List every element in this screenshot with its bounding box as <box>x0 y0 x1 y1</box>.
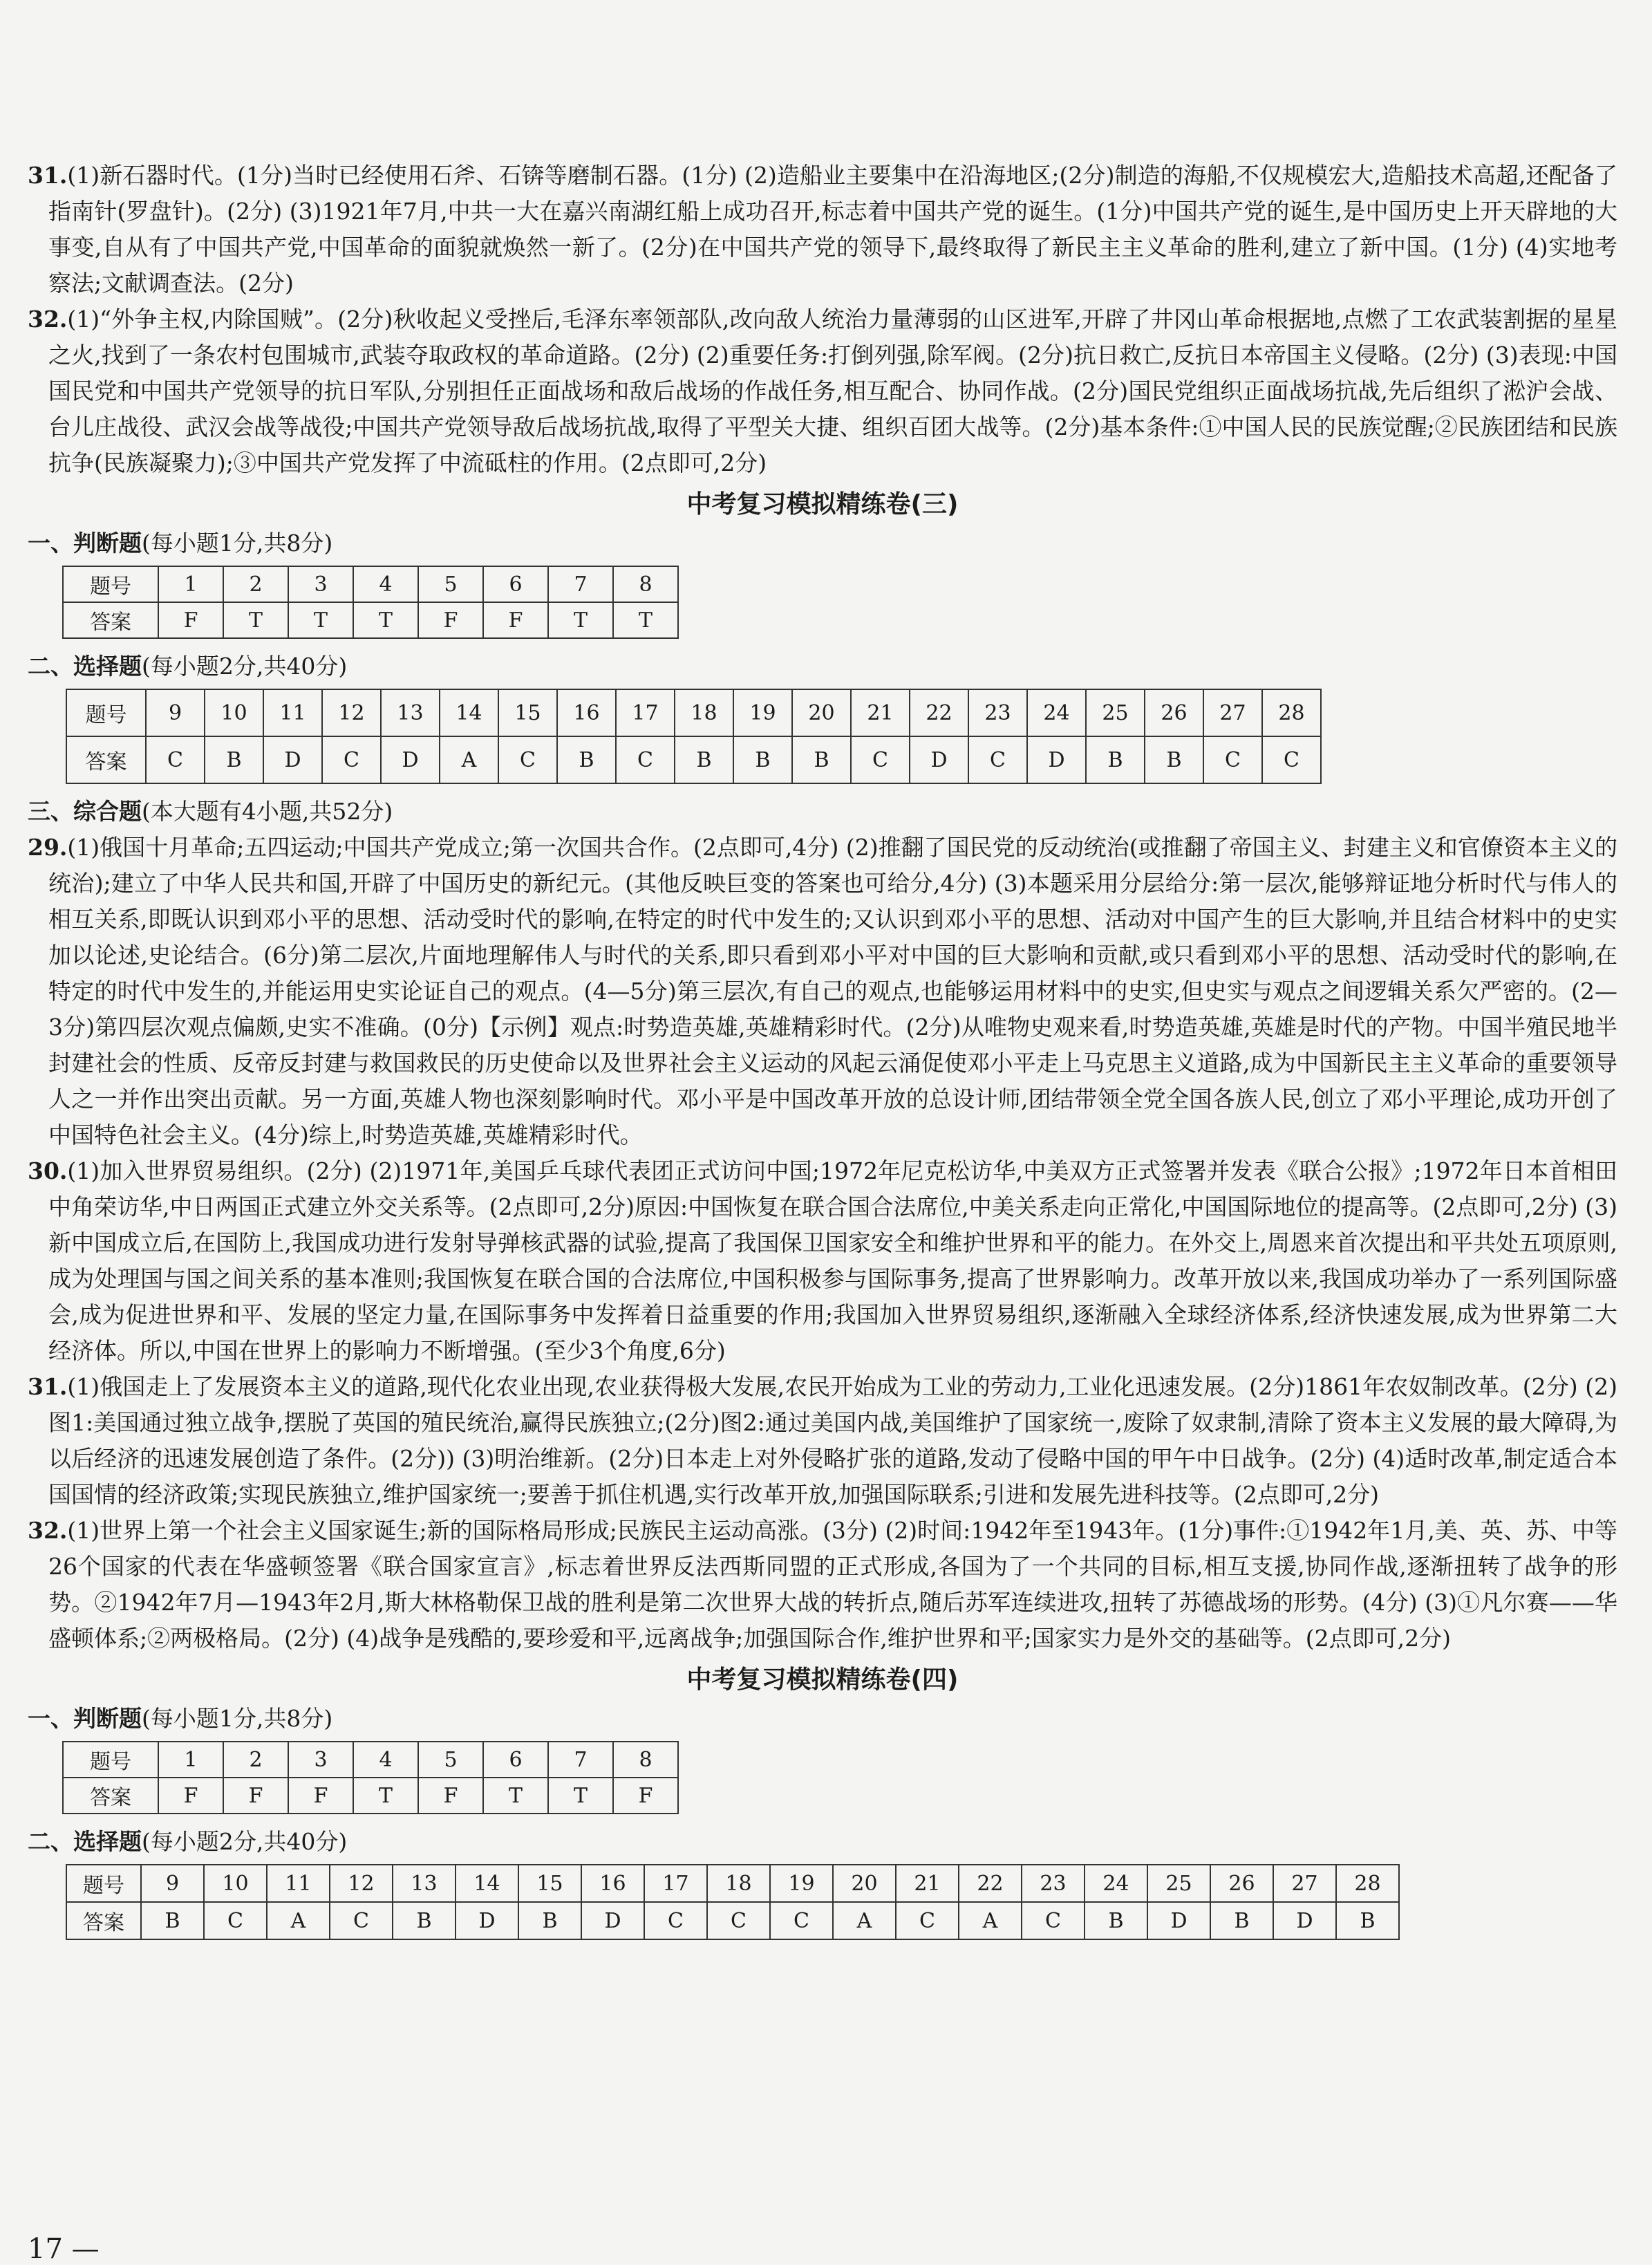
table-cell: T <box>223 602 288 638</box>
table-cell: 22 <box>910 689 968 736</box>
paper4-judge-table <box>62 1741 679 1814</box>
table-cell: 28 <box>1336 1865 1399 1902</box>
table-cell: 26 <box>1210 1865 1273 1902</box>
table-cell: C <box>1262 736 1321 783</box>
table-cell: F <box>158 1778 223 1814</box>
row-label-cell: 答案 <box>66 1902 141 1939</box>
paper3-choice-heading: 二、选择题(每小题2分,共40分) <box>28 653 348 680</box>
table-cell: 1 <box>158 566 223 602</box>
table-cell: C <box>616 736 675 783</box>
table-cell: D <box>1027 736 1086 783</box>
table-cell: 24 <box>1085 1865 1147 1902</box>
table-cell: 12 <box>330 1865 393 1902</box>
table-cell: C <box>1203 736 1262 783</box>
table-cell: 18 <box>707 1865 770 1902</box>
table-cell: B <box>1145 736 1203 783</box>
table-cell: C <box>770 1902 833 1939</box>
table-cell: T <box>548 1778 613 1814</box>
row-label-cell: 题号 <box>63 566 158 602</box>
table-cell: D <box>381 736 440 783</box>
row-label-cell: 答案 <box>66 736 146 783</box>
table-cell: C <box>644 1902 707 1939</box>
table-cell: C <box>707 1902 770 1939</box>
paper3-answer-32: 32.(1)世界上第一个社会主义国家诞生;新的国际格局形成;民族民主运动高涨。(3分) (2)时间:1942年至1943年。(1分)事件:①1942年1月,美、英、苏、中等26个国家的代表在华盛顿签署《联合国家宣言》,标志着世界反法西斯同盟的正式形成,各国为了一个共同的目标,相互支援,协同作战,逐渐扭转了战争的形势。②1942年7月—1943年2月,斯大林格勒保卫战的胜利是第二次世界大战的转折点,随后苏军连续进攻,扭转了苏德战场的形势。(4分) (3)①凡尔赛——华盛顿体系;②两极格局。(2分) (4)战争是残酷的,要珍爱和平,远离战争;加强国际合作,维护世界和平;国家实力是外交的基础等。(2点即可,2分) <box>28 1517 1617 1652</box>
table-cell: T <box>353 602 418 638</box>
question-row <box>66 689 1321 736</box>
table-cell: 16 <box>581 1865 644 1902</box>
row-label-cell: 题号 <box>66 689 146 736</box>
table-cell: B <box>1085 1902 1147 1939</box>
table-cell: 9 <box>141 1865 204 1902</box>
table-cell: D <box>910 736 968 783</box>
table-cell: 8 <box>613 1742 678 1778</box>
table-cell: C <box>498 736 557 783</box>
table-cell: 16 <box>557 689 616 736</box>
row-label-cell: 题号 <box>63 1742 158 1778</box>
answer-row <box>66 736 1321 783</box>
table-cell: 21 <box>896 1865 959 1902</box>
table-cell: 11 <box>263 689 322 736</box>
table-cell: C <box>1022 1902 1085 1939</box>
answer-32: 32.(1)“外争主权,内除国贼”。(2分)秋收起义受挫后,毛泽东率领部队,改向敌人统治力量薄弱的山区进军,开辟了井冈山革命根据地,点燃了工农武装割据的星星之火,找到了一条农村包围城市,武装夺取政权的革命道路。(2分) (2)重要任务:打倒列强,除军阀。(2分)抗日救亡,反抗日本帝国主义侵略。(2分) (3)表现:中国国民党和中国共产党领导的抗日军队,分别担任正面战场和敌后战场的作战任务,相互配合、协同作战。(2分)国民党组织正面战场抗战,先后组织了淞沪会战、台儿庄战役、武汉会战等战役;中国共产党领导敌后战场抗战,取得了平型关大捷、组织百团大战等。(2分)基本条件:①中国人民的民族觉醒;②民族团结和民族抗争(民族凝聚力);③中国共产党发挥了中流砥柱的作用。(2点即可,2分) <box>28 306 1617 476</box>
table-cell: B <box>733 736 792 783</box>
table-cell: B <box>792 736 851 783</box>
table-cell: A <box>959 1902 1022 1939</box>
table-cell: 6 <box>483 566 548 602</box>
table-cell: A <box>440 736 498 783</box>
table-cell: 26 <box>1145 689 1203 736</box>
question-row <box>66 1865 1399 1902</box>
table-cell: C <box>204 1902 267 1939</box>
table-cell: F <box>288 1778 353 1814</box>
table-cell: B <box>393 1902 456 1939</box>
table-cell: B <box>675 736 733 783</box>
row-label-cell: 答案 <box>63 1778 158 1814</box>
table-cell: C <box>146 736 205 783</box>
table-cell: F <box>483 602 548 638</box>
table-cell: 8 <box>613 566 678 602</box>
paper3-judge-table <box>62 566 679 639</box>
table-cell: F <box>418 602 483 638</box>
table-cell: 9 <box>146 689 205 736</box>
table-cell: B <box>141 1902 204 1939</box>
table-cell: 3 <box>288 1742 353 1778</box>
table-cell: A <box>833 1902 896 1939</box>
table-cell: A <box>267 1902 330 1939</box>
answer-row <box>66 1902 1399 1939</box>
paper4-choice-table <box>66 1864 1400 1940</box>
table-cell: 20 <box>792 689 851 736</box>
table-cell: B <box>1210 1902 1273 1939</box>
table-cell: T <box>353 1778 418 1814</box>
page-number: 17 — <box>28 2233 100 2265</box>
table-cell: 2 <box>223 566 288 602</box>
table-cell: 27 <box>1273 1865 1336 1902</box>
table-cell: 27 <box>1203 689 1262 736</box>
paper4-judge-heading: 一、判断题(每小题1分,共8分) <box>28 1705 333 1732</box>
table-cell: 10 <box>204 1865 267 1902</box>
answer-page <box>28 158 1617 2265</box>
table-cell: 6 <box>483 1742 548 1778</box>
table-cell: 7 <box>548 566 613 602</box>
row-label-cell: 答案 <box>63 602 158 638</box>
paper3-answer-31: 31.(1)俄国走上了发展资本主义的道路,现代化农业出现,农业获得极大发展,农民开始成为工业的劳动力,工业化迅速发展。(2分)1861年农奴制改革。(2分) (2)图1:美国通过独立战争,摆脱了英国的殖民统治,赢得民族独立;(2分)图2:通过美国内战,美国维护了国家统一,废除了奴隶制,清除了资本主义发展的最大障碍,为以后经济的迅速发展创造了条件。(2分)) (3)明治维新。(2分)日本走上对外侵略扩张的道路,发动了侵略中国的甲午中日战争。(2分) (4)适时改革,制定适合本国国情的经济政策;实现民族独立,维护国家统一;要善于抓住机遇,实行改革开放,加强国际联系;引进和发展先进科技等。(2点即可,2分) <box>28 1373 1617 1508</box>
paper3-choice-table <box>66 689 1322 784</box>
table-cell: 25 <box>1086 689 1145 736</box>
table-cell: 13 <box>393 1865 456 1902</box>
table-cell: 15 <box>518 1865 581 1902</box>
paper3-title: 中考复习模拟精练卷(三) <box>686 490 959 519</box>
table-cell: 17 <box>644 1865 707 1902</box>
table-cell: T <box>548 602 613 638</box>
question-row <box>63 1742 678 1778</box>
table-cell: 7 <box>548 1742 613 1778</box>
table-cell: B <box>1086 736 1145 783</box>
paper4-title: 中考复习模拟精练卷(四) <box>686 1666 959 1694</box>
table-cell: 5 <box>418 566 483 602</box>
paper3-comp-heading: 三、综合题(本大题有4小题,共52分) <box>28 798 393 825</box>
paper3-answer-29: 29.(1)俄国十月革命;五四运动;中国共产党成立;第一次国共合作。(2点即可,4分) (2)推翻了国民党的反动统治(或推翻了帝国主义、封建主义和官僚资本主义的统治);建立了中华人民共和国,开辟了中国历史的新纪元。(其他反映巨变的答案也可给分,4分) (3)本题采用分层给分:第一层次,能够辩证地分析时代与伟人的相互关系,即既认识到邓小平的思想、活动受时代的影响,在特定的时代中发生的;又认识到邓小平的思想、活动对中国产生的巨大影响,并且结合材料中的史实加以论述,史论结合。(6分)第二层次,片面地理解伟人与时代的关系,即只看到邓小平对中国的巨大影响和贡献,或只看到邓小平的思想、活动受时代的影响,在特定的时代中发生的,并能运用史实论证自己的观点。(4—5分)第三层次,有自己的观点,也能够运用材料中的史实,但史实与观点之间逻辑关系欠严密的。(2—3分)第四层次观点偏颇,史实不准确。(0分)【示例】观点:时势造英雄,英雄精彩时代。(2分)从唯物史观来看,时势造英雄,英雄是时代的产物。中国半殖民地半封建社会的性质、反帝反封建与救国救民的历史使命以及世界社会主义运动的风起云涌促使邓小平走上马克思主义道路,成为中国新民主主义革命的重要领导人之一并作出突出贡献。另一方面,英雄人物也深刻影响时代。邓小平是中国改革开放的总设计师,团结带领全党全国各族人民,创立了邓小平理论,成功开创了中国特色社会主义。(4分)综上,时势造英雄,英雄精彩时代。 <box>28 834 1617 1148</box>
table-cell: 21 <box>851 689 910 736</box>
table-cell: 12 <box>322 689 381 736</box>
table-cell: T <box>483 1778 548 1814</box>
table-cell: B <box>1336 1902 1399 1939</box>
paper3-answer-30: 30.(1)加入世界贸易组织。(2分) (2)1971年,美国乒乓球代表团正式访问中国;1972年尼克松访华,中美双方正式签署并发表《联合公报》;1972年日本首相田中角荣访华,中日两国正式建立外交关系等。(2点即可,2分)原因:中国恢复在联合国合法席位,中美关系走向正常化,中国国际地位的提高等。(2点即可,2分) (3)新中国成立后,在国防上,我国成功进行发射导弹核武器的试验,提高了我国保卫国家安全和维护世界和平的能力。在外交上,周恩来首次提出和平共处五项原则,成为处理国与国之间关系的基本准则;我国恢复在联合国的合法席位,中国积极参与国际事务,提高了世界影响力。改革开放以来,我国成功举办了一系列国际盛会,成为促进世界和平、发展的坚定力量,在国际事务中发挥着日益重要的作用;我国加入世界贸易组织,逐渐融入全球经济体系,经济快速发展,成为世界第二大经济体。所以,中国在世界上的影响力不断增强。(至少3个角度,6分) <box>28 1157 1617 1364</box>
table-cell: F <box>223 1778 288 1814</box>
table-cell: D <box>456 1902 518 1939</box>
table-cell: 15 <box>498 689 557 736</box>
table-cell: B <box>518 1902 581 1939</box>
table-cell: 3 <box>288 566 353 602</box>
paper4-choice-heading: 二、选择题(每小题2分,共40分) <box>28 1828 348 1855</box>
table-cell: 4 <box>353 566 418 602</box>
answer-row <box>63 602 678 638</box>
table-cell: 4 <box>353 1742 418 1778</box>
table-cell: 17 <box>616 689 675 736</box>
table-cell: 23 <box>968 689 1027 736</box>
table-cell: B <box>205 736 263 783</box>
table-cell: 22 <box>959 1865 1022 1902</box>
table-cell: 5 <box>418 1742 483 1778</box>
table-cell: F <box>158 602 223 638</box>
table-cell: 11 <box>267 1865 330 1902</box>
table-cell: F <box>418 1778 483 1814</box>
table-cell: 14 <box>440 689 498 736</box>
table-cell: D <box>1147 1902 1210 1939</box>
table-cell: 20 <box>833 1865 896 1902</box>
table-cell: T <box>288 602 353 638</box>
table-cell: C <box>896 1902 959 1939</box>
table-cell: D <box>1273 1902 1336 1939</box>
table-cell: C <box>851 736 910 783</box>
table-cell: 25 <box>1147 1865 1210 1902</box>
table-cell: 28 <box>1262 689 1321 736</box>
table-cell: 14 <box>456 1865 518 1902</box>
table-cell: 23 <box>1022 1865 1085 1902</box>
table-cell: 2 <box>223 1742 288 1778</box>
table-cell: T <box>613 602 678 638</box>
table-cell: F <box>613 1778 678 1814</box>
paper3-judge-heading: 一、判断题(每小题1分,共8分) <box>28 530 333 557</box>
table-cell: D <box>263 736 322 783</box>
table-cell: 1 <box>158 1742 223 1778</box>
row-label-cell: 题号 <box>66 1865 141 1902</box>
table-cell: 10 <box>205 689 263 736</box>
table-cell: 19 <box>770 1865 833 1902</box>
answer-31: 31.(1)新石器时代。(1分)当时已经使用石斧、石锛等磨制石器。(1分) (2)造船业主要集中在沿海地区;(2分)制造的海船,不仅规模宏大,造船技术高超,还配备了指南针(罗盘针)。(2分) (3)1921年7月,中共一大在嘉兴南湖红船上成功召开,标志着中国共产党的诞生。(1分)中国共产党的诞生,是中国历史上开天辟地的大事变,自从有了中国共产党,中国革命的面貌就焕然一新了。(2分)在中国共产党的领导下,最终取得了新民主主义革命的胜利,建立了新中国。(1分) (4)实地考察法;文献调查法。(2分) <box>28 162 1617 297</box>
table-cell: D <box>581 1902 644 1939</box>
table-cell: C <box>968 736 1027 783</box>
question-row <box>63 566 678 602</box>
table-cell: 13 <box>381 689 440 736</box>
table-cell: C <box>330 1902 393 1939</box>
table-cell: 18 <box>675 689 733 736</box>
table-cell: C <box>322 736 381 783</box>
table-cell: 19 <box>733 689 792 736</box>
table-cell: 24 <box>1027 689 1086 736</box>
answer-row <box>63 1778 678 1814</box>
table-cell: B <box>557 736 616 783</box>
